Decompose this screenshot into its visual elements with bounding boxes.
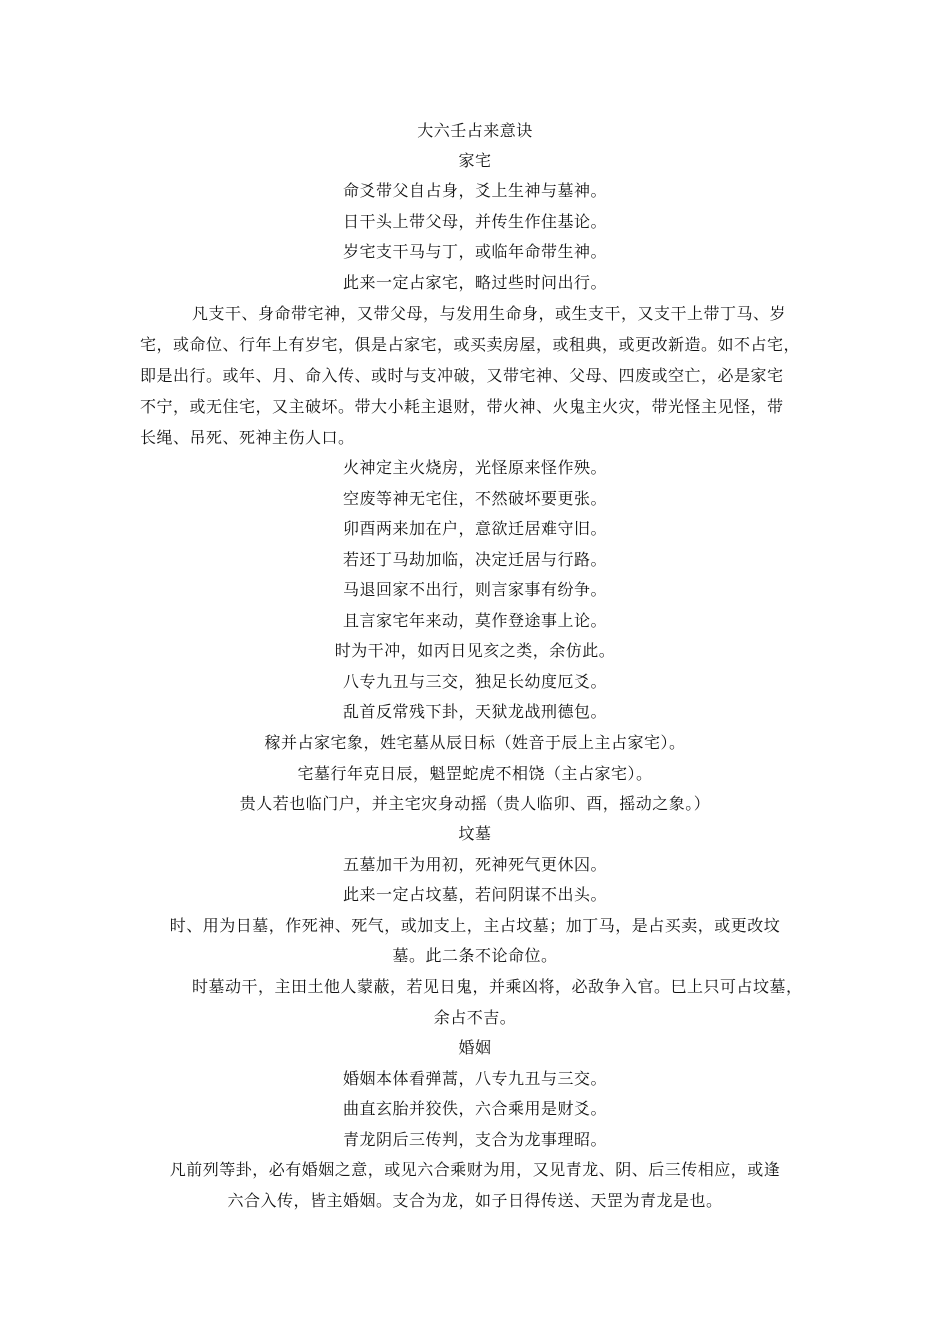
verse-line: 乱首反常残下卦，天狱龙战刑德包。 bbox=[342, 702, 607, 721]
verse-line: 婚姻本体看弹蒿，八专九丑与三交。 bbox=[342, 1069, 607, 1088]
verse-line: 且言家宅年来动，莫作登途事上论。 bbox=[342, 611, 607, 630]
verse-line: 时为干冲，如丙日见亥之类，余仿此。 bbox=[334, 641, 616, 660]
verse-line: 岁宅支干马与丁，或临年命带生神。 bbox=[342, 242, 607, 261]
section-heading-jiazhai: 家宅 bbox=[458, 151, 492, 170]
verse-line: 命爻带父自占身，爻上生神与墓神。 bbox=[342, 181, 607, 200]
verse-line: 此来一定占坟墓，若问阴谋不出头。 bbox=[342, 885, 607, 904]
paragraph-line: 宅，或命位、行年上有岁宅，俱是占家宅，或买卖房屋，或租典，或更改新造。如不占宅， bbox=[140, 335, 801, 354]
verse-line: 贵人若也临门户，并主宅灾身动摇（贵人临卯、酉，摇动之象。） bbox=[239, 794, 711, 813]
paragraph-line: 凡支干、身命带宅神，又带父母，与发用生命身，或生支干，又支干上带丁马、岁 bbox=[192, 304, 787, 323]
verse-line: 稼并占家宅象，姓宅墓从辰日标（姓音于辰上主占家宅）。 bbox=[264, 733, 686, 752]
verse-line: 马退回家不出行，则言家事有纷争。 bbox=[342, 580, 607, 599]
verse-line: 曲直玄胎并狡佚，六合乘用是财爻。 bbox=[342, 1099, 607, 1118]
verse-line: 八专九丑与三交，独足长幼度厄爻。 bbox=[342, 672, 607, 691]
section-heading-fenmu: 坟墓 bbox=[458, 824, 492, 843]
paragraph-line: 不宁，或无住宅，又主破坏。带大小耗主退财，带火神、火鬼主火灾，带光怪主见怪，带 bbox=[140, 397, 784, 416]
verse-line: 若还丁马劫加临，决定迁居与行路。 bbox=[342, 550, 607, 569]
paragraph-line: 长绳、吊死、死神主伤人口。 bbox=[140, 428, 355, 447]
verse-line: 火神定主火烧房，光怪原来怪作殃。 bbox=[342, 458, 607, 477]
verse-line: 空废等神无宅住，不然破坏要更张。 bbox=[342, 489, 607, 508]
verse-line: 卯酉两来加在户，意欲迁居难守旧。 bbox=[342, 519, 607, 538]
verse-line: 此来一定占家宅，略过些时问出行。 bbox=[342, 273, 607, 292]
document-title: 大六壬占来意诀 bbox=[417, 121, 533, 140]
section-heading-hunyin: 婚姻 bbox=[458, 1038, 492, 1057]
paragraph-line: 时、用为日墓，作死神、死气，或加支上，主占坟墓；加丁马，是占买卖，或更改坟 bbox=[169, 916, 781, 935]
paragraph-line: 即是出行。或年、月、命入传、或时与支冲破，又带宅神、父母、四废或空亡，必是家宅 bbox=[140, 366, 784, 385]
verse-line: 青龙阴后三传判，支合为龙事理昭。 bbox=[342, 1130, 607, 1149]
paragraph-line: 墓。此二条不论命位。 bbox=[392, 946, 558, 965]
verse-line: 五墓加干为用初，死神死气更休囚。 bbox=[342, 855, 607, 874]
paragraph-line: 余占不吉。 bbox=[433, 1008, 517, 1027]
paragraph-line: 时墓动干，主田土他人蒙蔽，若见日鬼，并乘凶将，必敌争入官。巳上只可占坟墓， bbox=[192, 977, 803, 996]
verse-line: 宅墓行年克日辰，魁罡蛇虎不相饶（主占家宅）。 bbox=[297, 764, 653, 783]
verse-line: 日干头上带父母，并传生作住基论。 bbox=[342, 212, 607, 231]
paragraph-line: 六合入传，皆主婚姻。支合为龙，如子日得传送、天罡为青龙是也。 bbox=[227, 1191, 723, 1210]
paragraph-line: 凡前列等卦，必有婚姻之意，或见六合乘财为用，又见青龙、阴、后三传相应，或逢 bbox=[169, 1160, 781, 1179]
